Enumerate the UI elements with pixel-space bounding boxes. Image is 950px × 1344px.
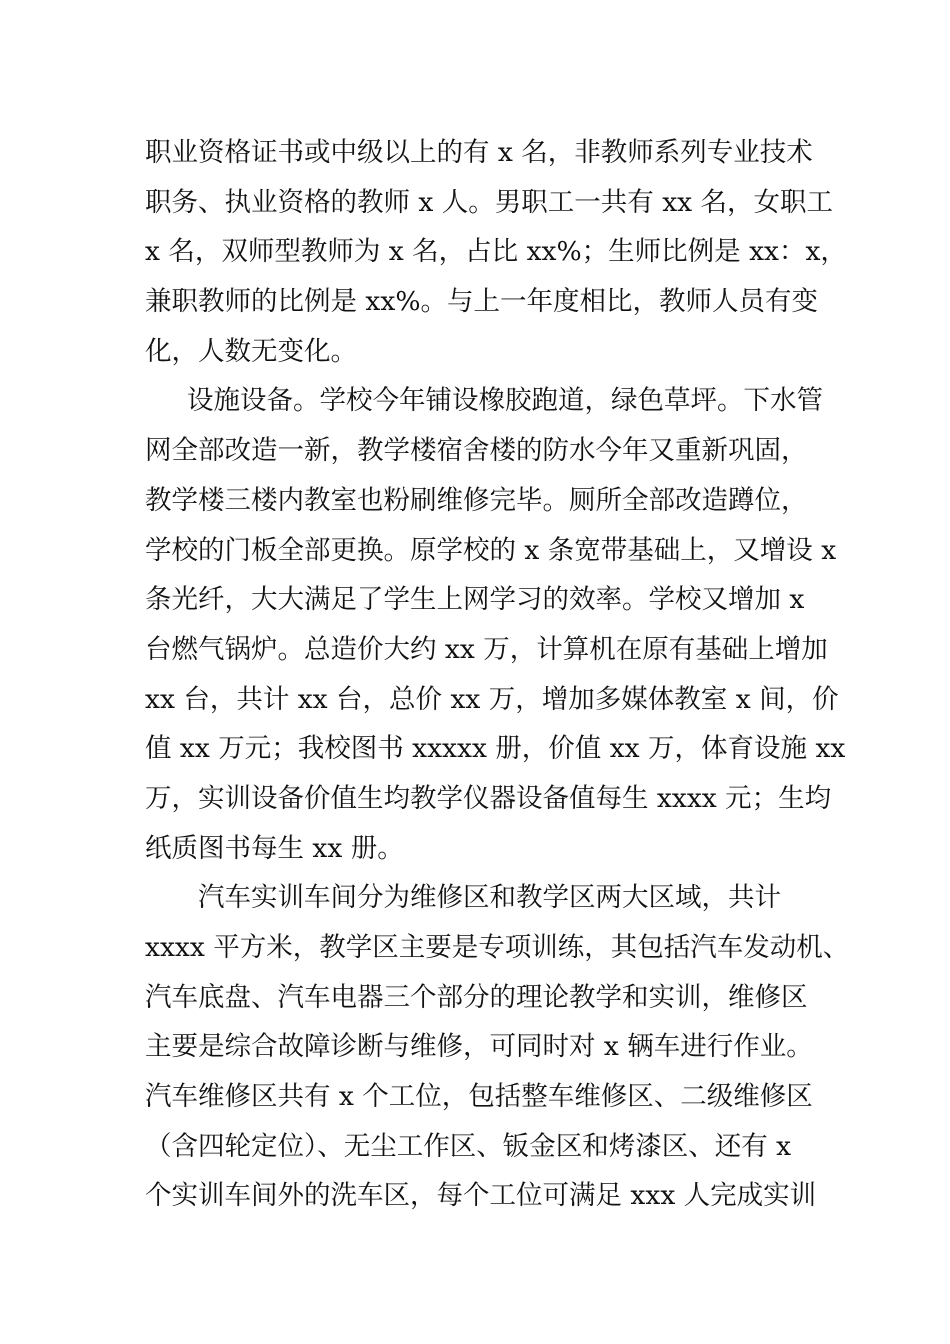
paragraph-workshop-line: 汽车底盘、汽车电器三个部分的理论教学和实训，维修区 (145, 981, 808, 1013)
paragraph-staff-line: 职业资格证书或中级以上的有 x 名，非教师系列专业技术 (145, 137, 813, 168)
paragraph-workshop-line: 主要是综合故障诊断与维修，可同时对 x 辆车进行作业。 (145, 1031, 813, 1063)
paragraph-workshop-line: 汽车实训车间分为维修区和教学区两大区域，共计 (198, 882, 781, 914)
paragraph-staff-line: x 名，双师型教师为 x 名，占比 xx%；生师比例是 xx：x， (145, 236, 847, 268)
paragraph-workshop-line: xxxx 平方米，教学区主要是专项训练，其包括汽车发动机、 (145, 932, 850, 963)
paragraph-facilities-line: 条光纤，大大满足了学生上网学习的效率。学校又增加 x (145, 584, 805, 616)
paragraph-staff-line: 化，人数无变化。 (145, 335, 357, 367)
paragraph-facilities-line: 万，实训设备价值生均教学仪器设备值每生 xxxx 元；生均 (145, 782, 832, 814)
paragraph-facilities-line: 教学楼三楼内教室也粉刷维修完毕。厕所全部改造蹲位， (145, 484, 808, 516)
paragraph-staff-line: 职务、执业资格的教师 x 人。男职工一共有 xx 名，女职工 (145, 186, 834, 218)
paragraph-workshop-line: （含四轮定位）、无尘工作区、钣金区和烤漆区、还有 x (145, 1130, 792, 1162)
paragraph-facilities-line: 学校的门板全部更换。原学校的 x 条宽带基础上，又增设 x (145, 534, 837, 566)
paragraph-facilities-line: 台燃气锅炉。总造价大约 xx 万，计算机在原有基础上增加 (145, 633, 828, 665)
paragraph-facilities-line: 纸质图书每生 xx 册。 (145, 832, 404, 864)
paragraph-workshop-line: 汽车维修区共有 x 个工位，包括整车维修区、二级维修区 (145, 1081, 813, 1113)
document-body (145, 128, 850, 1221)
paragraph-facilities-line: xx 台，共计 xx 台，总价 xx 万，增加多媒体教室 x 间，价 (145, 683, 839, 715)
paragraph-facilities-line: 网全部改造一新，教学楼宿舍楼的防水今年又重新巩固， (145, 435, 808, 467)
paragraph-facilities-line: 值 xx 万元；我校图书 xxxxx 册，价值 xx 万，体育设施 xx (145, 733, 846, 765)
paragraph-staff-line: 兼职教师的比例是 xx%。与上一年度相比，教师人员有变 (145, 286, 818, 318)
paragraph-facilities-line: 设施设备。学校今年铺设橡胶跑道，绿色草坪。下水管 (187, 385, 823, 417)
paragraph-workshop-line: 个实训车间外的洗车区，每个工位可满足 xxx 人完成实训 (145, 1180, 817, 1212)
